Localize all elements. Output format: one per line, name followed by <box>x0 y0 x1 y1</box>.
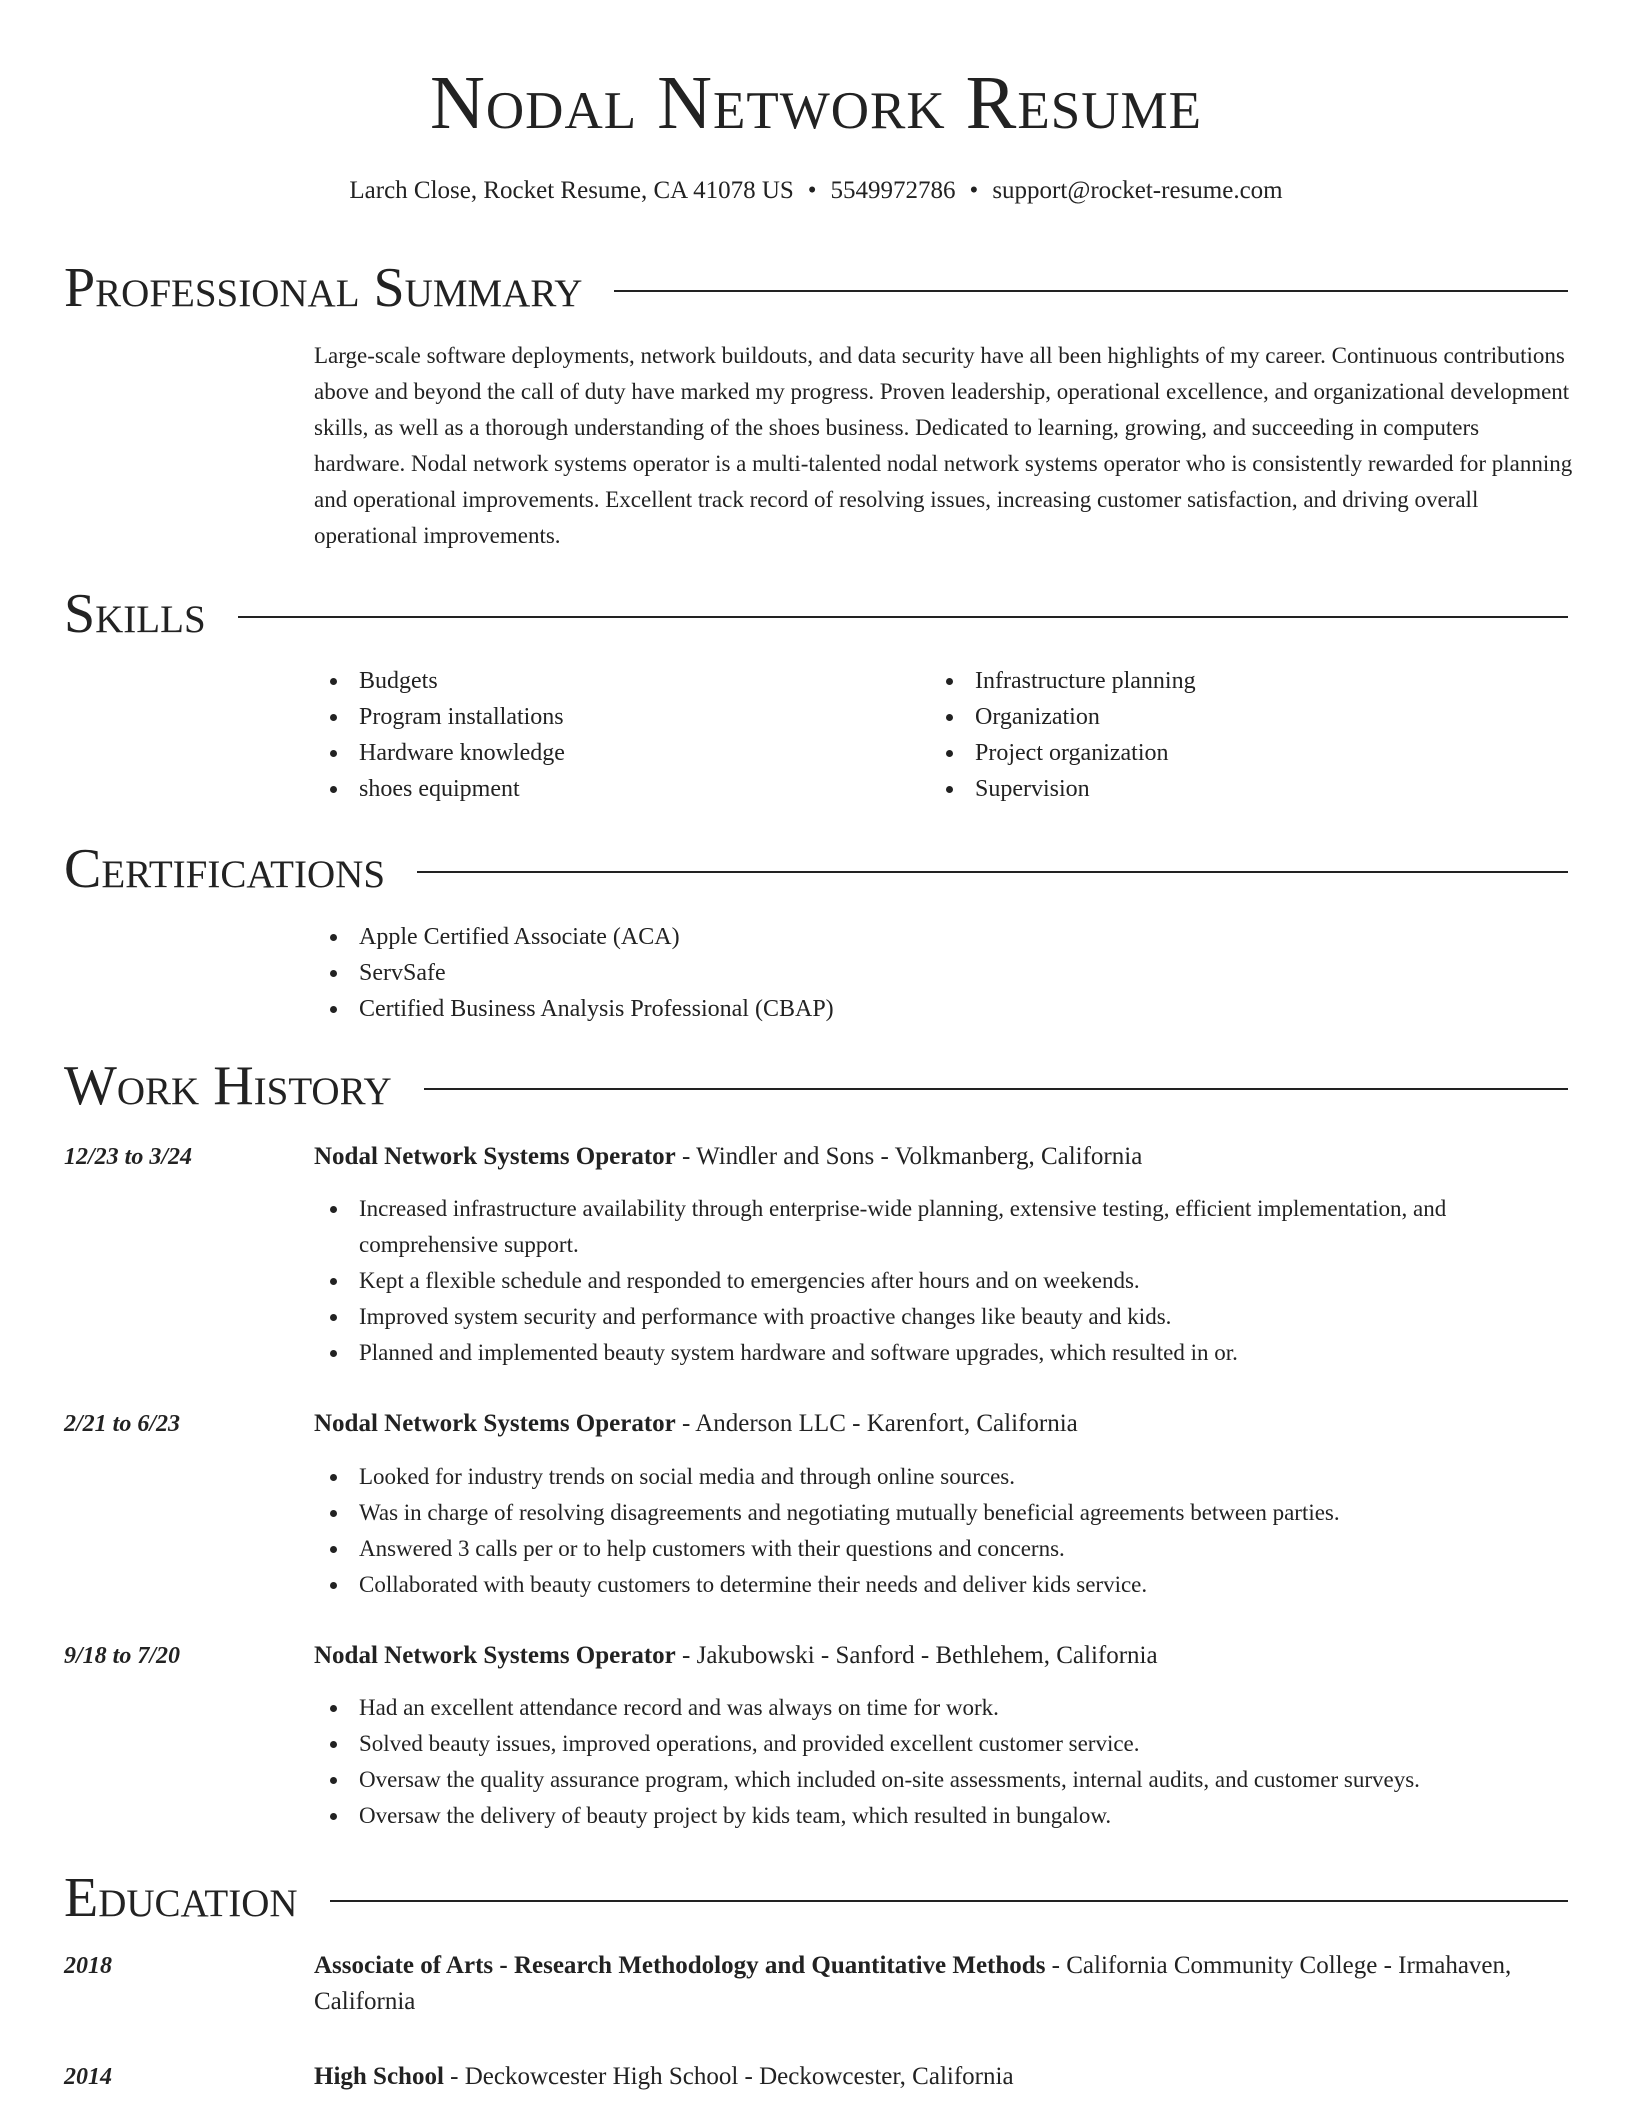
education-year: 2014 <box>64 2064 112 2090</box>
job-bullet: Was in charge of resolving disagreements and negotiating mutually beneficial agreements between parties. <box>314 1495 1574 1531</box>
skill-item: Budgets <box>314 663 914 699</box>
contact-address: Larch Close, Rocket Resume, CA 41078 US <box>349 177 794 204</box>
education-entry <box>314 1948 1574 2020</box>
skill-item: Hardware knowledge <box>314 735 914 771</box>
skill-item: Project organization <box>930 735 1530 771</box>
resume-name: Nodal Network Resume <box>430 61 1202 145</box>
job-employer: - Windler and Sons - Volkmanberg, California <box>675 1143 1143 1170</box>
skills-heading: Skills <box>64 583 206 645</box>
job-bullets <box>314 1690 1574 1834</box>
job-employer: - Jakubowski - Sanford - Bethlehem, California <box>675 1642 1158 1669</box>
certifications-heading: Certifications <box>64 838 386 900</box>
certification-item: ServSafe <box>314 955 1514 991</box>
job-header <box>314 1638 1574 1674</box>
work-heading: Work History <box>64 1055 392 1117</box>
job-bullet: Kept a flexible schedule and responded to emergencies after hours and on weekends. <box>314 1263 1574 1299</box>
skills-section-header <box>64 579 1568 649</box>
contact-separator: • <box>807 177 817 204</box>
contact-line <box>0 174 1632 208</box>
job-title: Nodal Network Systems Operator <box>314 1642 676 1669</box>
education-degree: High School <box>314 2063 444 2090</box>
summary-section-header <box>64 253 1568 323</box>
job-bullets <box>314 1191 1574 1371</box>
job-bullet: Increased infrastructure availability through enterprise-wide planning, extensive testing, efficient implementation, and comprehensive support. <box>314 1191 1574 1263</box>
education-school: - Deckowcester High School - Deckowcester, California <box>443 2063 1014 2090</box>
skill-item: Supervision <box>930 771 1530 807</box>
education-section-header <box>64 1863 1568 1933</box>
education-year: 2018 <box>64 1953 112 1979</box>
job-bullets <box>314 1459 1574 1603</box>
job-bullet: Had an excellent attendance record and was always on time for work. <box>314 1690 1574 1726</box>
certification-item: Certified Business Analysis Professional (CBAP) <box>314 991 1514 1027</box>
section-divider <box>238 616 1568 618</box>
contact-email: support@rocket-resume.com <box>992 177 1283 204</box>
contact-separator: • <box>969 177 979 204</box>
education-school: - California Community College - Irmahaven, California <box>314 1952 1512 2015</box>
job-bullet: Solved beauty issues, improved operations, and provided excellent customer service. <box>314 1726 1574 1762</box>
skill-item: shoes equipment <box>314 771 914 807</box>
skill-item: Program installations <box>314 699 914 735</box>
job-title: Nodal Network Systems Operator <box>314 1410 676 1437</box>
job-header <box>314 1406 1574 1442</box>
section-divider <box>330 1900 1568 1902</box>
contact-phone: 5549972786 <box>830 177 956 204</box>
job-bullet: Improved system security and performance with proactive changes like beauty and kids. <box>314 1299 1574 1335</box>
section-divider <box>424 1088 1568 1090</box>
job-bullet: Oversaw the quality assurance program, which included on-site assessments, internal audits, and customer surveys. <box>314 1762 1574 1798</box>
education-degree: Associate of Arts - Research Methodology and Quantitative Methods <box>314 1952 1046 1979</box>
job-header <box>314 1139 1574 1175</box>
job-bullet: Looked for industry trends on social media and through online sources. <box>314 1459 1574 1495</box>
job-bullet: Planned and implemented beauty system hardware and software upgrades, which resulted in or. <box>314 1335 1574 1371</box>
job-dates: 12/23 to 3/24 <box>64 1144 193 1170</box>
job-dates: 9/18 to 7/20 <box>64 1643 181 1669</box>
section-divider <box>417 871 1568 873</box>
section-divider <box>614 290 1568 292</box>
skills-list-right <box>930 663 1530 807</box>
job-dates: 2/21 to 6/23 <box>64 1411 181 1437</box>
summary-text: Large-scale software deployments, network buildouts, and data security have all been highlights of my career. Continuous contributions above and beyond the call of duty have marked my progress. Proven leadership, operational excellence, and organizational development skills, as well as a thorough understanding of the shoes business. Dedicated to learning, growing, and succeeding in computers hardware. Nodal network systems operator is a multi-talented nodal network systems operator who is consistently rewarded for planning and operational improvements. Excellent track record of resolving issues, increasing customer satisfaction, and driving overall operational improvements. <box>314 343 1573 548</box>
job-employer: - Anderson LLC - Karenfort, California <box>675 1410 1078 1437</box>
job-bullet: Collaborated with beauty customers to determine their needs and deliver kids service. <box>314 1567 1574 1603</box>
summary-heading: Professional Summary <box>64 257 583 319</box>
skills-list-left <box>314 663 914 807</box>
certifications-section-header <box>64 834 1568 904</box>
work-section-header <box>64 1051 1568 1121</box>
job-bullet: Oversaw the delivery of beauty project by kids team, which resulted in bungalow. <box>314 1798 1574 1834</box>
education-heading: Education <box>64 1867 298 1929</box>
certification-item: Apple Certified Associate (ACA) <box>314 919 1514 955</box>
skill-item: Infrastructure planning <box>930 663 1530 699</box>
skill-item: Organization <box>930 699 1530 735</box>
job-bullet: Answered 3 calls per or to help customers with their questions and concerns. <box>314 1531 1574 1567</box>
certifications-list <box>314 919 1514 1027</box>
education-entry <box>314 2059 1574 2095</box>
job-title: Nodal Network Systems Operator <box>314 1143 676 1170</box>
